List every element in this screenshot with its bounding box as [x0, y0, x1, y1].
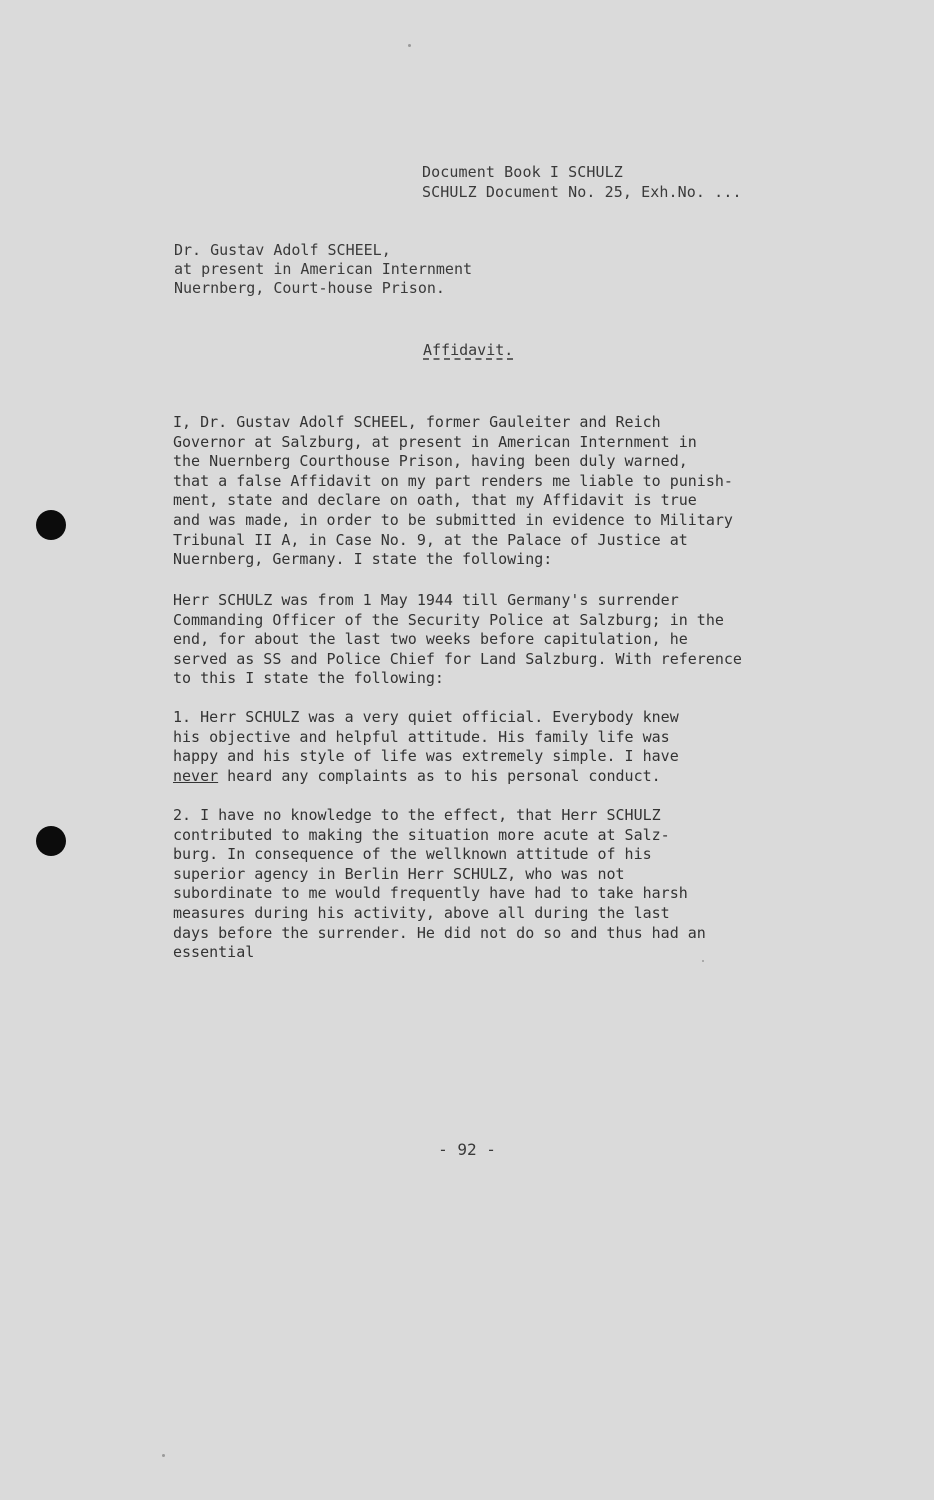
paragraph-point-1 [173, 708, 679, 786]
affiant-address [174, 241, 472, 298]
paper-speck [162, 1454, 165, 1457]
punch-hole-lower [36, 826, 66, 856]
punch-hole-upper [36, 510, 66, 540]
point-1-text-b: heard any complaints as to his personal conduct. [218, 766, 661, 785]
header-line-2: SCHULZ Document No. 25, Exh.No. ... [422, 183, 742, 201]
point-1-text-a: 1. Herr SCHULZ was a very quiet official. Everybody knew his objective and helpful attitude. His family life was happy and his style of life was extremely simple. I have [173, 708, 679, 766]
page-number: - 92 - [438, 1140, 496, 1159]
document-header [422, 162, 742, 202]
paragraph-point-2: 2. I have no knowledge to the effect, that Herr SCHULZ contributed to making the situation more acute at Salz- burg. In consequence of the wellknown attitude of his superior agency in Berlin Herr SCHULZ, who was not subordinate to me would frequently have had to take harsh measures during his activity, above all during the last days before the surrender. He did not do so and thus had an essential [173, 806, 706, 962]
address-line-3: Nuernberg, Court-house Prison. [174, 279, 445, 297]
paper-speck [702, 960, 704, 962]
address-line-2: at present in American Internment [174, 260, 473, 278]
address-line-1: Dr. Gustav Adolf SCHEEL, [174, 241, 391, 259]
paper-speck [408, 44, 411, 47]
paragraph-background: Herr SCHULZ was from 1 May 1944 till Germany's surrender Commanding Officer of the Security Police at Salzburg; in the end, for about the last two weeks before capitulation, he served as SS and Police Chief for Land Salzburg. With reference to this I state the following: [173, 591, 742, 688]
point-1-emphasis: never [173, 766, 219, 785]
paragraph-oath: I, Dr. Gustav Adolf SCHEEL, former Gauleiter and Reich Governor at Salzburg, at present in American Internment in the Nuernberg Courthouse Prison, having been duly warned, that a false Affidavit on my part renders me liable to punish- ment, state and declare on oath, that my Affidavit is true and was made, in order to be submitted in evidence to Military Tribunal II A, in Case No. 9, at the Palace of Justice at Nuernberg, Germany. I state the following: [173, 413, 733, 569]
header-line-1: Document Book I SCHULZ [422, 163, 623, 181]
document-title: Affidavit. [423, 341, 514, 359]
